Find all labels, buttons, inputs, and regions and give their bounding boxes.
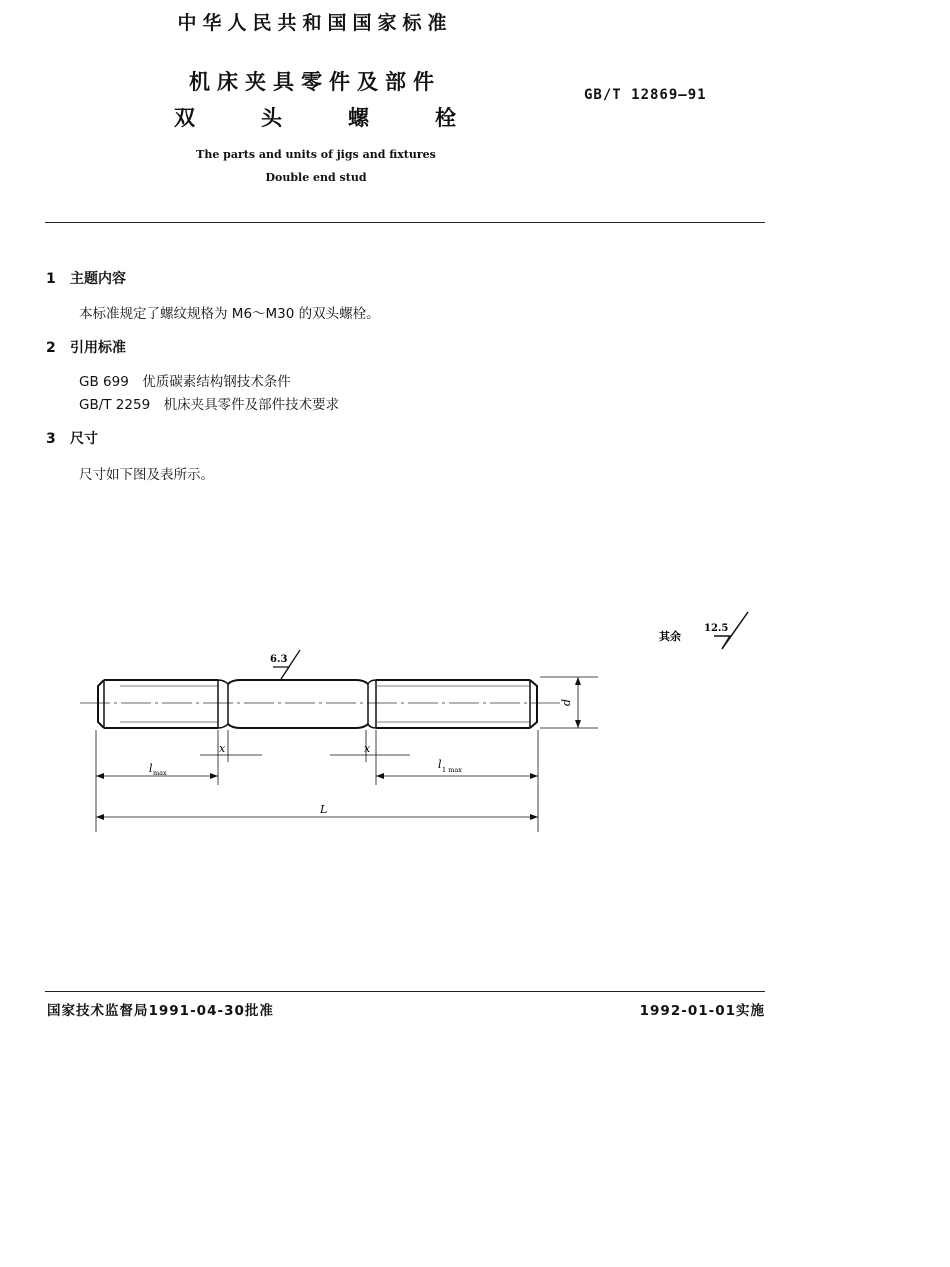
footer-divider bbox=[45, 991, 765, 992]
left-chamfer bbox=[98, 680, 104, 728]
dim-x-right-label: x bbox=[364, 742, 371, 755]
title-char: 栓 bbox=[435, 106, 456, 130]
standard-title-line2 bbox=[0, 102, 630, 132]
section-title: 尺寸 bbox=[70, 431, 98, 447]
dim-l-label: l bbox=[149, 762, 153, 775]
english-title-line1: The parts and units of jigs and fixtures bbox=[196, 148, 436, 161]
issuing-body-title: 中华人民共和国国家标准 bbox=[177, 12, 453, 34]
right-chamfer bbox=[530, 680, 537, 728]
reference-item: GB 699 优质碳素结构钢技术条件 bbox=[79, 374, 291, 390]
implementation-date: 1992-01-01实施 bbox=[639, 1003, 765, 1019]
dim-d-label: d bbox=[560, 698, 573, 706]
section-heading bbox=[46, 268, 126, 288]
left-thread-runout bbox=[218, 680, 228, 728]
section-paragraph: 尺寸如下图及表所示。 bbox=[79, 467, 214, 483]
right-thread-runout bbox=[368, 680, 376, 728]
standard-number: GB/T 12869—91 bbox=[584, 87, 707, 103]
header-divider bbox=[45, 222, 765, 223]
reference-item: GB/T 2259 机床夹具零件及部件技术要求 bbox=[79, 397, 340, 413]
section-paragraph: 本标准规定了螺纹规格为 M6～M30 的双头螺栓。 bbox=[79, 306, 380, 322]
section-heading bbox=[46, 337, 126, 357]
double-end-stud-drawing bbox=[0, 600, 800, 850]
section-heading bbox=[46, 428, 98, 448]
section-title: 主题内容 bbox=[70, 271, 126, 287]
section-number: 3 bbox=[46, 431, 56, 447]
dim-l1-subscript: 1 max bbox=[442, 766, 462, 774]
section-number: 1 bbox=[46, 271, 56, 287]
english-title-line2: Double end stud bbox=[265, 171, 367, 184]
section-title: 引用标准 bbox=[70, 340, 126, 356]
remaining-roughness-value: 12.5 bbox=[704, 623, 729, 634]
section-number: 2 bbox=[46, 340, 56, 356]
approval-statement: 国家技术监督局1991-04-30批准 bbox=[47, 1003, 274, 1019]
dim-x-left-label: x bbox=[219, 742, 226, 755]
dim-l1-label: l bbox=[438, 758, 442, 771]
surface-roughness-value: 6.3 bbox=[270, 654, 288, 665]
title-char: 双 bbox=[174, 106, 195, 130]
standard-title-line1: 机床夹具零件及部件 bbox=[189, 70, 441, 94]
dim-l-subscript: max bbox=[153, 769, 167, 777]
title-char: 头 bbox=[261, 106, 282, 130]
remaining-roughness-label: 其余 bbox=[659, 630, 681, 643]
title-char: 螺 bbox=[348, 106, 369, 130]
shank-outline bbox=[228, 680, 368, 728]
dim-L-label: L bbox=[320, 803, 328, 816]
